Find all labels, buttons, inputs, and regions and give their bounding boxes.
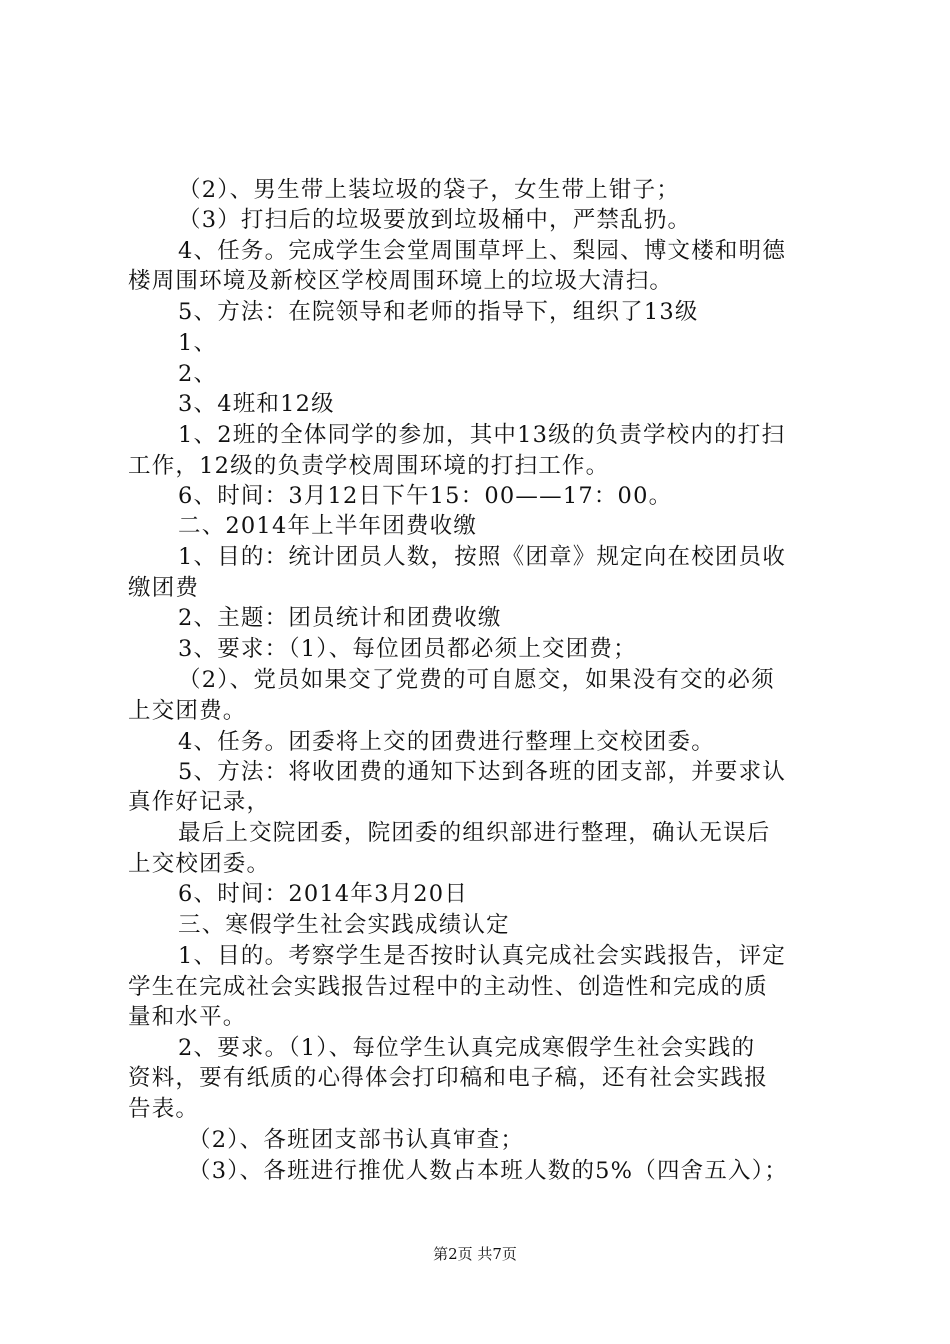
section-heading: 二、2014年上半年团费收缴	[178, 513, 478, 539]
text-line: 上交团费。	[128, 698, 247, 724]
text-line: 楼周围环境及新校区学校周围环境上的垃圾大清扫。	[128, 268, 674, 294]
section-heading: 三、寒假学生社会实践成绩认定	[178, 912, 510, 938]
text-line: 2、主题：团员统计和团费收缴	[178, 605, 502, 631]
text-line: 2、	[178, 361, 218, 387]
text-line: （2）、男生带上装垃圾的袋子，女生带上钳子；	[178, 177, 680, 203]
text-line: （2）、各班团支部书认真审查；	[188, 1127, 525, 1153]
page-number-footer: 第2页 共7页	[433, 1245, 517, 1263]
text-line: （3）打扫后的垃圾要放到垃圾桶中，严禁乱扔。	[178, 207, 692, 233]
text-line: 资料，要有纸质的心得体会打印稿和电子稿，还有社会实践报	[128, 1065, 768, 1091]
text-line: 1、目的。考察学生是否按时认真完成社会实践报告，评定	[178, 943, 787, 969]
text-line: （3）、各班进行推优人数占本班人数的5%（四舍五入）；	[188, 1158, 788, 1184]
text-line: 1、2班的全体同学的参加，其中13级的负责学校内的打扫	[178, 422, 786, 448]
text-line: 4、任务。完成学生会堂周围草坪上、梨园、博文楼和明德	[178, 238, 787, 264]
text-line: 缴团费	[128, 575, 200, 601]
text-line: 5、方法：在院领导和老师的指导下，组织了13级	[178, 299, 699, 325]
text-line: 上交校团委。	[128, 851, 271, 877]
text-line: （2）、党员如果交了党费的可自愿交，如果没有交的必须	[178, 667, 775, 693]
text-line: 1、	[178, 330, 218, 356]
text-line: 告表。	[128, 1096, 200, 1122]
text-line: 工作，12级的负责学校周围环境的打扫工作。	[128, 453, 610, 479]
text-line: 最后上交院团委，院团委的组织部进行整理，确认无误后	[178, 820, 771, 846]
text-line: 6、时间：3月12日下午15：00——17：00。	[178, 483, 673, 509]
text-line: 3、要求：（1）、每位团员都必须上交团费；	[178, 636, 637, 662]
text-line: 学生在完成社会实践报告过程中的主动性、创造性和完成的质	[128, 974, 768, 1000]
text-line: 1、目的：统计团员人数，按照《团章》规定向在校团员收	[178, 544, 787, 570]
text-line: 4、任务。团委将上交的团费进行整理上交校团委。	[178, 729, 715, 755]
text-line: 3、4班和12级	[178, 391, 335, 417]
text-line: 量和水平。	[128, 1004, 247, 1030]
text-line: 2、要求。（1）、每位学生认真完成寒假学生社会实践的	[178, 1035, 756, 1061]
text-line: 6、时间：2014年3月20日	[178, 881, 469, 907]
text-line: 5、方法：将收团费的通知下达到各班的团支部，并要求认	[178, 759, 787, 785]
text-line: 真作好记录，	[128, 789, 271, 815]
